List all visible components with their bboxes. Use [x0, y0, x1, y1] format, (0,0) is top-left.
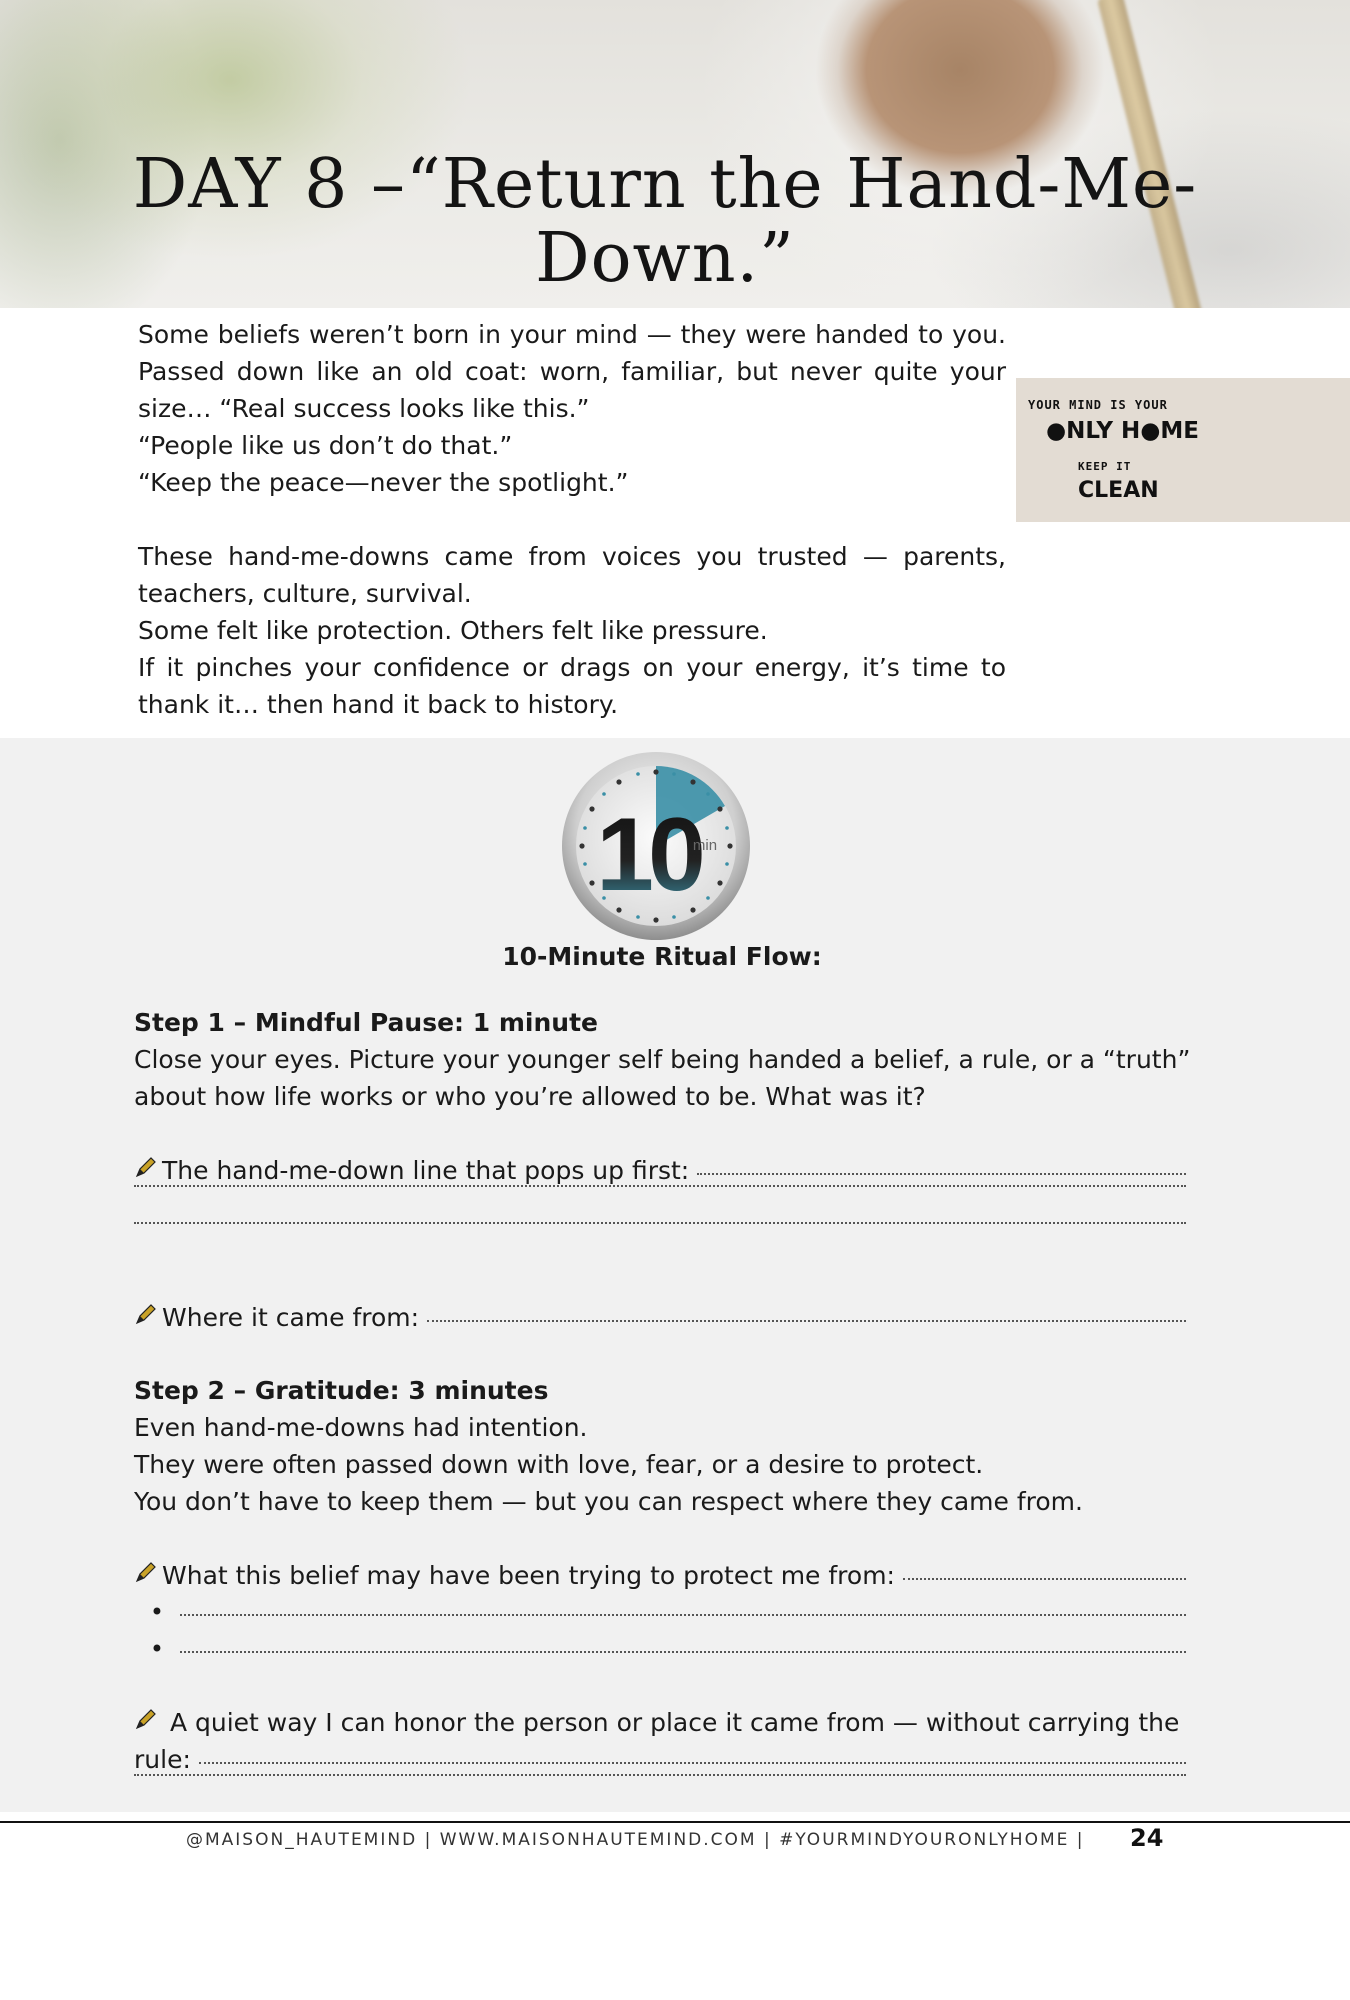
step-1-heading: Step 1 – Mindful Pause: 1 minute: [134, 1008, 598, 1037]
pen-icon: [134, 1704, 162, 1741]
prompt-honor-line-2: rule:: [134, 1745, 191, 1774]
footer-text: @MAISON_HAUTEMIND | WWW.MAISONHAUTEMIND.COM | #YOURMINDYOURONLYHOME |: [186, 1830, 1085, 1850]
intro-text: [138, 316, 1006, 723]
badge-line-3: KEEP IT: [1078, 460, 1132, 473]
answer-line-protect[interactable]: [903, 1578, 1186, 1580]
intro-quote-1: “People like us don’t do that.”: [138, 431, 513, 460]
intro-quote-2: “Keep the peace—never the spotlight.”: [138, 468, 629, 497]
timer-number: 10: [596, 797, 700, 913]
bullet-answer-1[interactable]: [180, 1614, 1186, 1616]
step-1-prompt-1: [134, 1152, 1186, 1263]
prompt-hand-me-down-line: The hand-me-down line that pops up first:: [162, 1156, 690, 1185]
timer-unit: min: [692, 837, 718, 854]
answer-line-origin[interactable]: [427, 1320, 1186, 1322]
step-2-prompt-2: [134, 1704, 1186, 1815]
intro-paragraph-3: Some felt like protection. Others felt like pressure.: [138, 616, 768, 645]
bullet-answer-2[interactable]: [180, 1651, 1186, 1653]
header-banner: [0, 0, 1350, 308]
page-title: [100, 145, 1230, 298]
pen-icon: [134, 1152, 162, 1189]
prompt-honor-line-1: A quiet way I can honor the person or place it came from — without carrying the: [169, 1708, 1180, 1737]
step-1-text-2: about how life works or who you’re allowed to be. What was it?: [134, 1082, 926, 1111]
ritual-flow-title: 10-Minute Ritual Flow:: [502, 942, 822, 971]
prompt-protect-from: What this belief may have been trying to protect me from:: [162, 1561, 895, 1590]
page-number: 24: [1130, 1824, 1164, 1852]
pen-icon: [134, 1557, 162, 1594]
step-2: [134, 1372, 1186, 1520]
badge-line-2: ●NLY H●ME: [1046, 418, 1199, 444]
answer-line-3[interactable]: [134, 1222, 1186, 1224]
title-line-1: DAY 8 –“Return the Hand-Me-: [132, 145, 1198, 224]
bullet-icon: •: [149, 1635, 165, 1663]
timer-icon: [560, 750, 752, 942]
step-1-text-1: Close your eyes. Picture your younger self being handed a belief, a rule, or a “truth”: [134, 1045, 1191, 1074]
badge-line-4: CLEAN: [1078, 478, 1159, 503]
step-2-text-2: They were often passed down with love, fear, or a desire to protect.: [134, 1450, 984, 1479]
badge-line-1: YOUR MIND IS YOUR: [1028, 398, 1168, 412]
step-1: [134, 1004, 1191, 1115]
intro-paragraph-1: Some beliefs weren’t born in your mind — they were handed to you. Passed down like an old coat: worn, familiar, but never quite your size… “Real success looks like this.”: [138, 320, 1006, 423]
mind-home-badge: [1016, 378, 1350, 522]
answer-line-1[interactable]: [697, 1173, 1186, 1175]
answer-line-honor-2[interactable]: [134, 1774, 1186, 1776]
intro-paragraph-4: If it pinches your confidence or drags on your energy, it’s time to thank it… then hand it back to history.: [138, 653, 1006, 719]
step-2-text-3: You don’t have to keep them — but you can respect where they came from.: [134, 1487, 1083, 1516]
pen-icon: [134, 1299, 162, 1336]
step-2-heading: Step 2 – Gratitude: 3 minutes: [134, 1376, 549, 1405]
step-2-prompt-1: [134, 1557, 1186, 1668]
title-line-2: Down.”: [535, 219, 795, 298]
answer-line-2[interactable]: [134, 1185, 1186, 1187]
answer-line-honor[interactable]: [199, 1762, 1186, 1764]
bullet-icon: •: [149, 1598, 165, 1626]
footer-divider: [0, 1821, 1350, 1823]
intro-paragraph-2: These hand-me-downs came from voices you trusted — parents, teachers, culture, survival.: [138, 542, 1006, 608]
step-2-text-1: Even hand-me-downs had intention.: [134, 1413, 588, 1442]
prompt-where-it-came-from: Where it came from:: [162, 1303, 420, 1332]
step-1-prompt-2: [134, 1299, 1186, 1336]
